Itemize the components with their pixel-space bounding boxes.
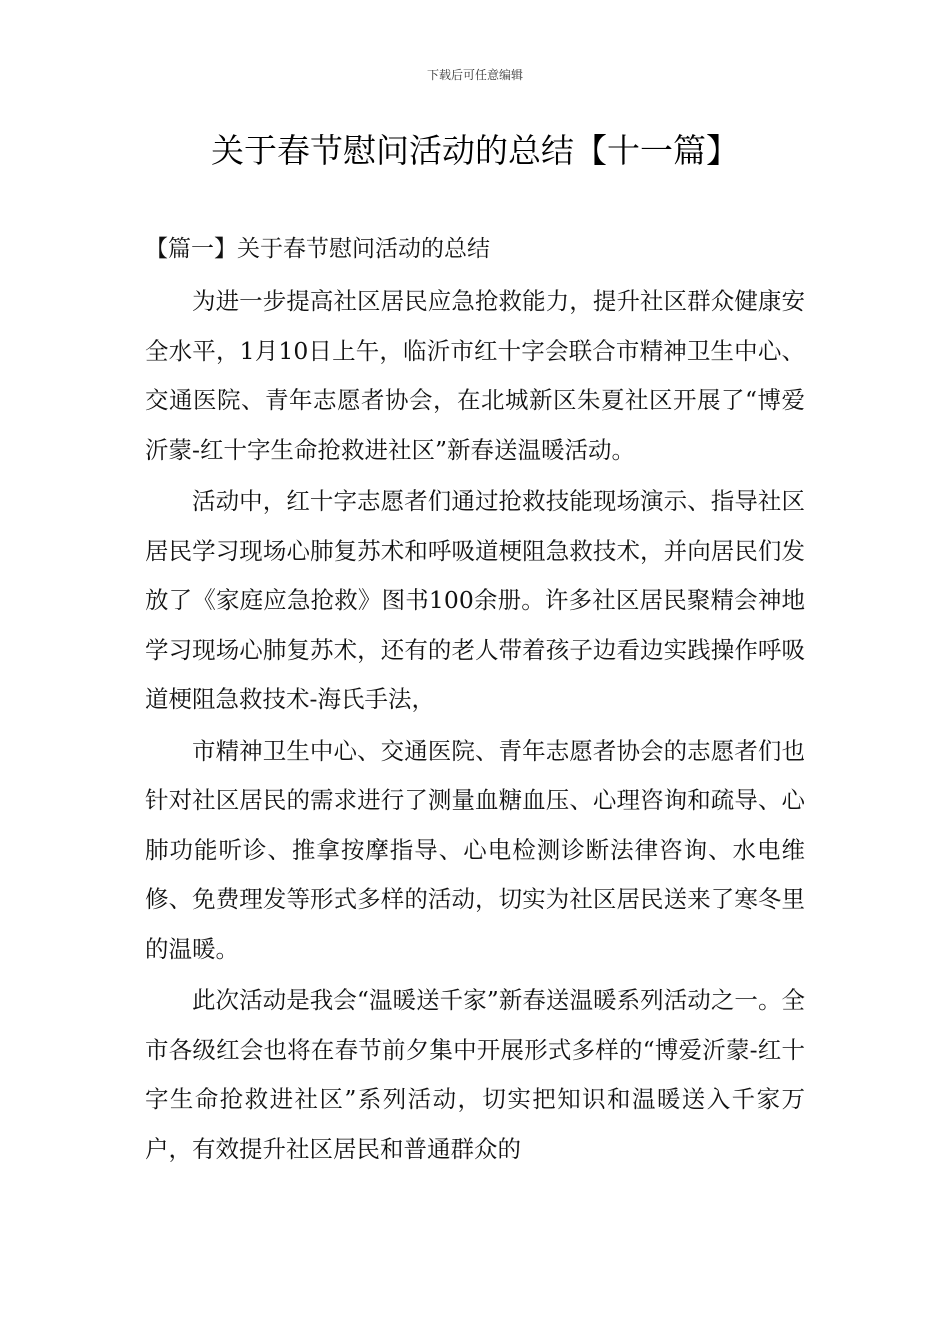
paragraph-2: 活动中，红十字志愿者们通过抢救技能现场演示、指导社区居民学习现场心肺复苏术和呼吸道梗阻急救技术，并向居民们发放了《家庭应急抢救》图书100余册。许多社区居民聚精会神地学习现场心肺复苏术，还有的老人带着孩子边看边实践操作呼吸道梗阻急救技术-海氏手法， <box>145 487 805 713</box>
paragraph-1: 为进一步提高社区居民应急抢救能力，提升社区群众健康安全水平，1月10日上午，临沂市红十字会联合市精神卫生中心、交通医院、青年志愿者协会，在北城新区朱夏社区开展了“博爱沂蒙-红十字生命抢救进社区”新春送温暖活动。 <box>145 287 805 464</box>
document-body <box>145 228 805 1176</box>
header-note: 下载后可任意编辑 <box>426 68 523 82</box>
section-heading: 【篇一】关于春节慰问活动的总结 <box>145 236 490 262</box>
document-title: 关于春节慰问活动的总结【十一篇】 <box>211 131 739 170</box>
paragraph-4: 此次活动是我会“温暖送千家”新春送温暖系列活动之一。全市各级红会也将在春节前夕集中开展形式多样的“博爱沂蒙-红十字生命抢救进社区”系列活动，切实把知识和温暖送入千家万户，有效提升社区居民和普通群众的 <box>145 986 805 1163</box>
paragraph-3: 市精神卫生中心、交通医院、青年志愿者协会的志愿者们也针对社区居民的需求进行了测量血糖血压、心理咨询和疏导、心肺功能听诊、推拿按摩指导、心电检测诊断法律咨询、水电维修、免费理发等形式多样的活动，切实为社区居民送来了寒冬里的温暖。 <box>145 736 805 963</box>
